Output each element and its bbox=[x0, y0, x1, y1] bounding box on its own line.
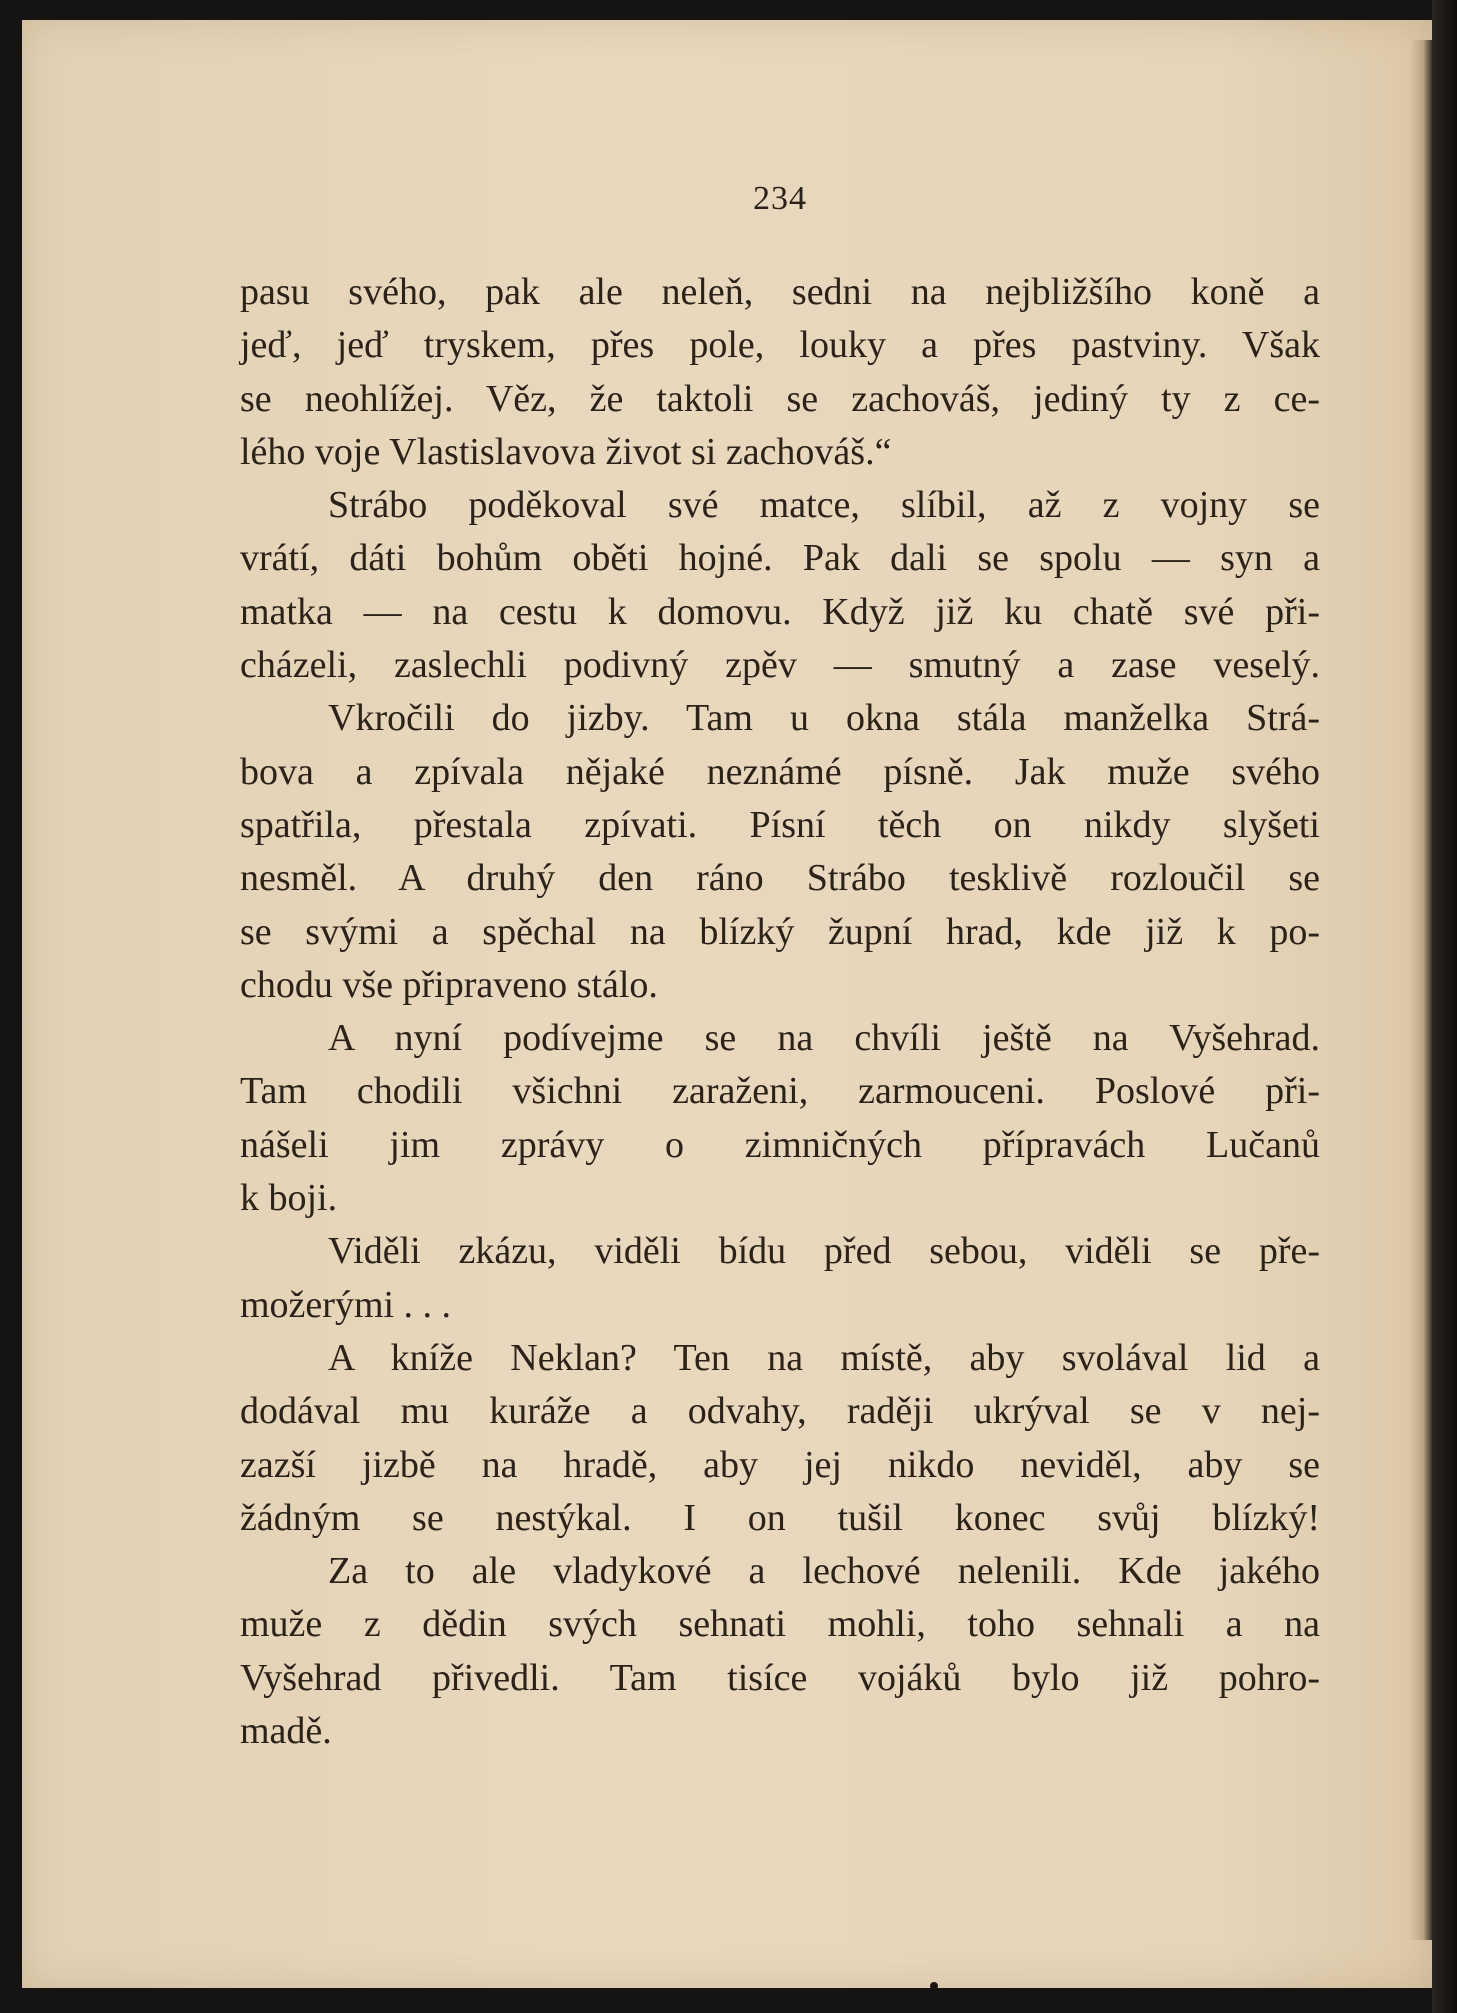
text-line: bova a zpívala nějaké neznámé písně. Jak muže svého bbox=[240, 750, 1320, 793]
text-line: Strábo poděkoval své matce, slíbil, až z vojny se bbox=[328, 484, 1320, 527]
text-line: vrátí, dáti bohům oběti hojné. Pak dali se spolu — syn a bbox=[240, 537, 1320, 580]
text-line: možerými . . . bbox=[240, 1283, 452, 1326]
text-line: pasu svého, pak ale neleň, sedni na nejbližšího koně a bbox=[240, 271, 1320, 313]
text-line: Vyšehrad přivedli. Tam tisíce vojáků bylo již pohro- bbox=[240, 1656, 1320, 1699]
page-text bbox=[240, 266, 1320, 1758]
text-line: Viděli zkázu, viděli bídu před sebou, viděli se pře- bbox=[328, 1230, 1320, 1273]
text-line: nášeli jim zprávy o zimničných přípravách Lučanů bbox=[240, 1123, 1320, 1166]
text-line: dodával mu kuráže a odvahy, raději ukrýval se v nej- bbox=[240, 1390, 1320, 1433]
text-line: lého voje Vlastislavova život si zachováš.“ bbox=[240, 430, 892, 473]
text-line: k boji. bbox=[240, 1177, 338, 1220]
text-line: chodu vše připraveno stálo. bbox=[240, 963, 658, 1006]
text-line: se neohlížej. Věz, že taktoli se zachováš, jediný ty z ce- bbox=[240, 377, 1320, 420]
text-line: se svými a spěchal na blízký župní hrad, kde již k po- bbox=[240, 910, 1320, 953]
text-line: Vkročili do jizby. Tam u okna stála manželka Strá- bbox=[328, 697, 1320, 740]
page-number: 234 bbox=[753, 180, 807, 217]
text-line: A nyní podívejme se na chvíli ještě na Vyšehrad. bbox=[328, 1017, 1320, 1060]
ink-speck bbox=[930, 1982, 938, 1990]
text-line: Za to ale vladykové a lechové nelenili. Kde jakého bbox=[328, 1550, 1320, 1593]
text-line: matka — na cestu k domovu. Když již ku chatě své při- bbox=[240, 590, 1320, 633]
text-line: žádným se nestýkal. I on tušil konec svůj blízký! bbox=[240, 1496, 1320, 1539]
book-spine bbox=[1432, 0, 1457, 2013]
text-line: jeď, jeď tryskem, přes pole, louky a přes pastviny. Však bbox=[240, 324, 1320, 367]
text-line: nesměl. A druhý den ráno Strábo tesklivě rozloučil se bbox=[240, 857, 1320, 900]
text-line: zazší jizbě na hradě, aby jej nikdo neviděl, aby se bbox=[240, 1443, 1320, 1486]
text-line: spatřila, přestala zpívati. Písní těch on nikdy slyšeti bbox=[240, 803, 1320, 846]
text-line: madě. bbox=[240, 1710, 332, 1753]
text-line: cházeli, zaslechli podivný zpěv — smutný a zase veselý. bbox=[240, 644, 1320, 687]
text-line: muže z dědin svých sehnati mohli, toho sehnali a na bbox=[240, 1603, 1320, 1646]
text-line: A kníže Neklan? Ten na místě, aby svolával lid a bbox=[328, 1336, 1320, 1379]
page-edge bbox=[1410, 40, 1432, 1940]
text-line: Tam chodili všichni zaraženi, zarmouceni. Poslové při- bbox=[240, 1070, 1320, 1113]
